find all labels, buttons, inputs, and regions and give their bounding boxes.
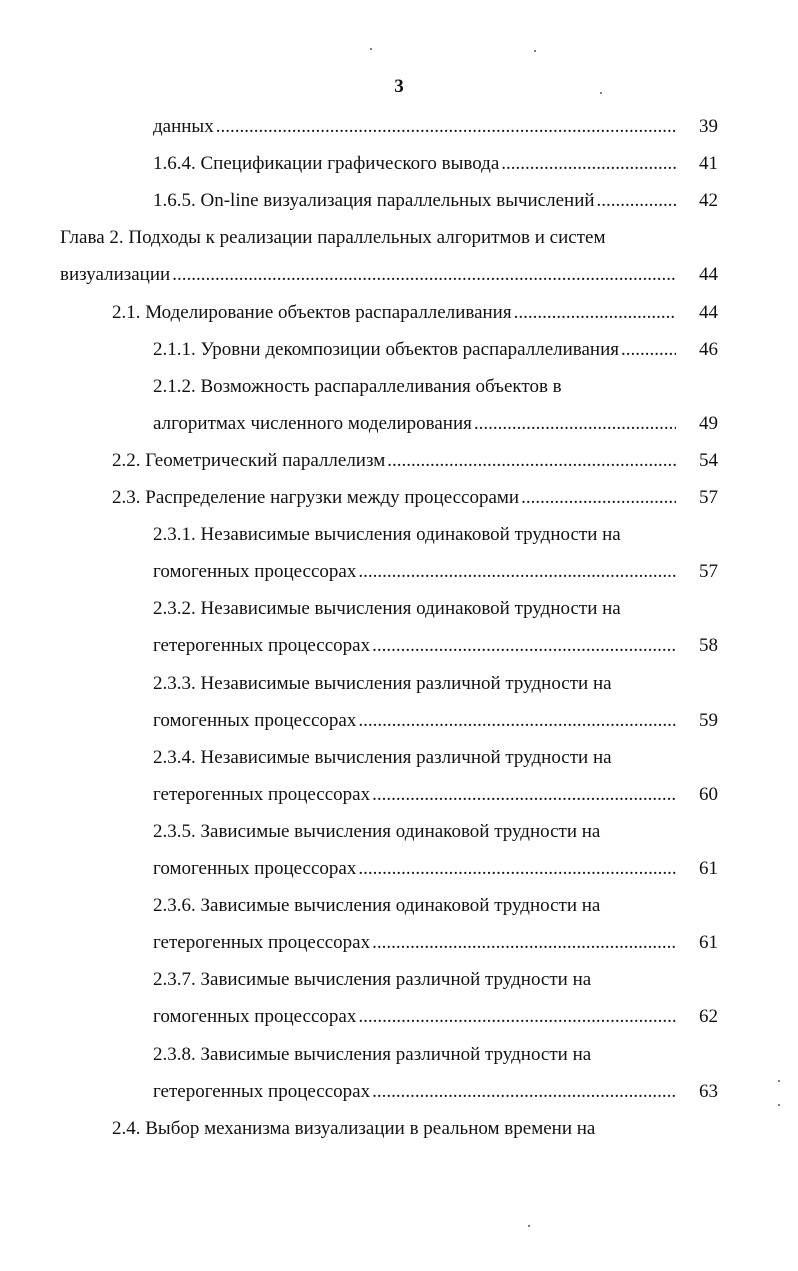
toc-entry xyxy=(153,813,600,850)
toc-entry-title: 1.6.5. On-line визуализация параллельных вычислений xyxy=(153,190,595,211)
scan-speck xyxy=(778,1080,780,1082)
toc-leader-dots xyxy=(514,294,676,331)
toc-entry-title: Глава 2. Подходы к реализации параллельных алгоритмов и систем xyxy=(60,227,606,248)
toc-entry-title: 2.3.4. Независимые вычисления различной трудности на xyxy=(153,747,612,768)
toc-entry-title: 2.3.8. Зависимые вычисления различной трудности на xyxy=(153,1044,592,1065)
toc-entry xyxy=(60,256,718,293)
toc-entry-title: гомогенных процессорах xyxy=(153,1006,357,1027)
toc-entry xyxy=(153,553,718,590)
toc-entry-title: 2.1. Моделирование объектов распараллеливания xyxy=(112,302,512,323)
toc-entry xyxy=(153,961,591,998)
toc-entry-page: 44 xyxy=(699,264,718,285)
toc-entry-page: 42 xyxy=(699,190,718,211)
toc-leader-dots xyxy=(501,145,676,182)
scan-speck xyxy=(528,1225,530,1227)
toc-entry xyxy=(153,702,718,739)
toc-entry-page: 44 xyxy=(699,302,718,323)
toc-entry xyxy=(153,1036,591,1073)
toc-entry xyxy=(153,924,718,961)
toc-entry-title: 2.2. Геометрический параллелизм xyxy=(112,450,386,471)
toc-entry xyxy=(153,368,562,405)
toc-entry-title: 2.3.2. Независимые вычисления одинаковой трудности на xyxy=(153,598,621,619)
toc-entry xyxy=(153,739,612,776)
toc-entry-title: гетерогенных процессорах xyxy=(153,784,371,805)
toc-entry xyxy=(153,1073,718,1110)
toc-entry-page: 57 xyxy=(699,561,718,582)
toc-entry-title: гомогенных процессорах xyxy=(153,561,357,582)
page-number: 3 xyxy=(394,76,404,97)
toc-entry xyxy=(153,516,621,553)
toc-leader-dots xyxy=(358,702,676,739)
toc-entry-title: гетерогенных процессорах xyxy=(153,1081,371,1102)
toc-entry-title: 2.3.7. Зависимые вычисления различной трудности на xyxy=(153,969,592,990)
toc-entry-page: 46 xyxy=(699,339,718,360)
toc-entry xyxy=(153,665,612,702)
toc-leader-dots xyxy=(172,256,676,293)
toc-entry-title: 2.4. Выбор механизма визуализации в реальном времени на xyxy=(112,1118,596,1139)
toc-entry-title: 2.3.6. Зависимые вычисления одинаковой трудности на xyxy=(153,895,601,916)
toc-leader-dots xyxy=(358,998,676,1035)
toc-entry xyxy=(153,331,718,368)
toc-entry-page: 57 xyxy=(699,487,718,508)
scan-speck xyxy=(600,92,602,94)
toc-entry-title: 2.1.2. Возможность распараллеливания объектов в xyxy=(153,376,562,397)
toc-entry xyxy=(153,998,718,1035)
toc-entry-page: 62 xyxy=(699,1006,718,1027)
toc-entry-title: гетерогенных процессорах xyxy=(153,932,371,953)
toc-leader-dots xyxy=(387,442,676,479)
toc-leader-dots xyxy=(372,1073,676,1110)
toc-entry xyxy=(112,442,718,479)
toc-entry-page: 61 xyxy=(699,932,718,953)
toc-entry-page: 39 xyxy=(699,116,718,137)
toc-entry-title: визуализации xyxy=(60,264,171,285)
toc-entry xyxy=(153,405,718,442)
toc-leader-dots xyxy=(621,331,676,368)
toc-leader-dots xyxy=(358,850,676,887)
toc-entry xyxy=(153,108,718,145)
toc-entry-page: 58 xyxy=(699,635,718,656)
toc-entry-page: 61 xyxy=(699,858,718,879)
toc-entry-title: 2.3. Распределение нагрузки между процессорами xyxy=(112,487,520,508)
toc-entry xyxy=(153,590,621,627)
toc-entry-page: 49 xyxy=(699,413,718,434)
toc-entry-title: 1.6.4. Спецификации графического вывода xyxy=(153,153,500,174)
toc-entry-title: алгоритмах численного моделирования xyxy=(153,413,472,434)
toc-entry xyxy=(112,479,718,516)
toc-entry-title: 2.1.1. Уровни декомпозиции объектов распараллеливания xyxy=(153,339,620,360)
toc-entry-title: гомогенных процессорах xyxy=(153,710,357,731)
toc-entry-page: 63 xyxy=(699,1081,718,1102)
toc-entry xyxy=(112,1110,595,1147)
toc-entry-page: 59 xyxy=(699,710,718,731)
toc-entry-title: 2.3.3. Независимые вычисления различной трудности на xyxy=(153,673,612,694)
toc-entry-page: 41 xyxy=(699,153,718,174)
toc-entry-title: гомогенных процессорах xyxy=(153,858,357,879)
toc-leader-dots xyxy=(216,108,676,145)
toc-entry xyxy=(153,627,718,664)
toc-leader-dots xyxy=(358,553,676,590)
scan-speck xyxy=(778,1104,780,1106)
toc-leader-dots xyxy=(372,924,676,961)
toc-entry xyxy=(153,850,718,887)
toc-entry-title: 2.3.5. Зависимые вычисления одинаковой трудности на xyxy=(153,821,601,842)
toc-entry-title: данных xyxy=(153,116,214,137)
scan-speck xyxy=(534,50,536,52)
toc-entry xyxy=(60,219,605,256)
toc-entry-title: гетерогенных процессорах xyxy=(153,635,371,656)
toc-leader-dots xyxy=(474,405,676,442)
toc-entry xyxy=(112,294,718,331)
toc-entry xyxy=(153,182,718,219)
toc-entry xyxy=(153,887,600,924)
toc-entry-page: 54 xyxy=(699,450,718,471)
scan-speck xyxy=(370,48,372,50)
toc-entry-title: 2.3.1. Независимые вычисления одинаковой трудности на xyxy=(153,524,621,545)
toc-leader-dots xyxy=(521,479,676,516)
toc-leader-dots xyxy=(597,182,676,219)
toc-leader-dots xyxy=(372,627,676,664)
toc-leader-dots xyxy=(372,776,676,813)
toc-entry-page: 60 xyxy=(699,784,718,805)
toc-entry xyxy=(153,145,718,182)
toc-entry xyxy=(153,776,718,813)
